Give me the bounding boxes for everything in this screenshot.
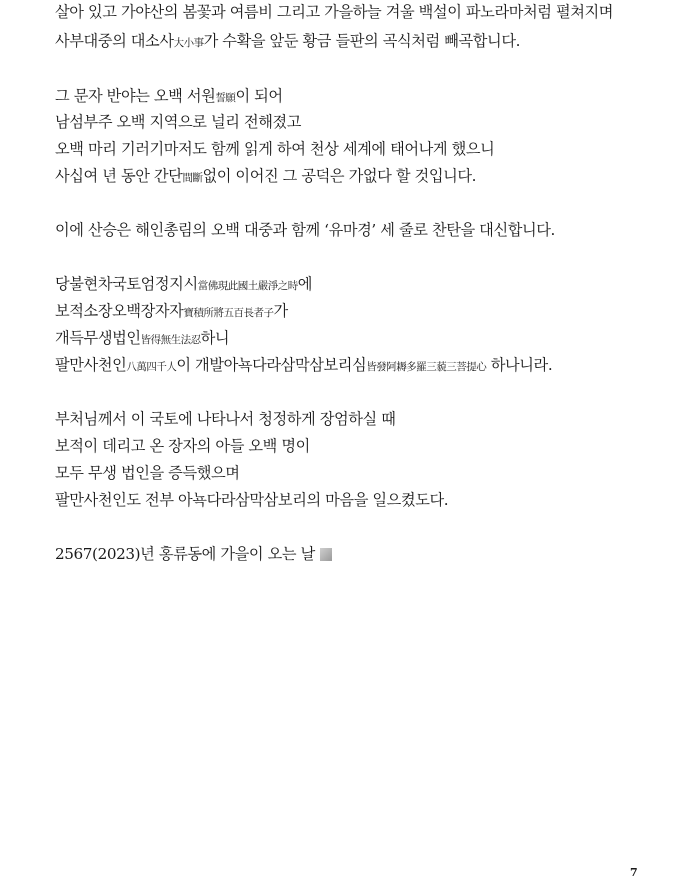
- text-segment: 당불현차국토엄정지시: [55, 275, 198, 293]
- paragraph1-line1: 살아 있고 가야산의 봄꽃과 여름비 그리고 가을하늘 겨울 백설이 파노라마처럼 펼쳐지며: [55, 3, 614, 21]
- paragraph4-line3: [55, 328, 229, 350]
- text-segment: 없이 이어진 그 공덕은 가없다 할 것입니다.: [202, 167, 477, 185]
- paragraph5-line2: 보적이 데리고 온 장자의 아들 오백 명이: [55, 437, 310, 455]
- text-segment: 개득무생법인: [55, 329, 141, 347]
- hanja-annotation: 皆發阿耨多羅三藐三菩提心: [366, 361, 487, 373]
- paragraph4-line4: [55, 355, 552, 377]
- text-segment: 사십여 년 동안 간단: [55, 167, 183, 185]
- hanja-annotation: 皆得無生法忍: [140, 334, 201, 346]
- text-segment: 그 문자 반야는 오백 서원: [55, 87, 216, 105]
- text-segment: 이 되어: [235, 87, 283, 105]
- hanja-annotation: 八萬四千人: [126, 361, 177, 373]
- paragraph2-line2: 남섬부주 오백 지역으로 널리 전해졌고: [55, 113, 302, 131]
- text-segment: 가 수확을 앞둔 황금 들판의 곡식처럼 빼곡합니다.: [203, 32, 521, 50]
- hanja-annotation: 當佛現此國土嚴淨之時: [197, 280, 298, 292]
- text-segment: 에: [297, 275, 312, 293]
- signature-text: 2567(2023)년 홍류동에 가을이 오는 날: [55, 545, 315, 563]
- text-segment: 하니: [200, 329, 230, 347]
- paragraph4-line2: [55, 301, 288, 323]
- text-segment: 하나니라.: [486, 356, 553, 374]
- hanja-annotation: 誓願: [215, 92, 236, 104]
- seal-stamp-icon: [320, 548, 332, 561]
- signature-line: [55, 544, 332, 564]
- text-segment: 사부대중의 대소사: [55, 32, 174, 50]
- text-segment: 가: [273, 302, 288, 320]
- paragraph2-line1: [55, 86, 283, 108]
- text-segment: 이 개발아뇩다라삼막삼보리심: [176, 356, 367, 374]
- paragraph2-line3: 오백 마리 기러기마저도 함께 읽게 하여 천상 세계에 태어나게 했으니: [55, 140, 495, 158]
- paragraph5-line1: 부처님께서 이 국토에 나타나서 청정하게 장엄하실 때: [55, 410, 396, 428]
- paragraph4-line1: [55, 274, 312, 296]
- hanja-annotation: 寶積所將五百長者子: [183, 307, 274, 319]
- page-number: 7: [630, 866, 638, 879]
- paragraph5-line4: 팔만사천인도 전부 아뇩다라삼막삼보리의 마음을 일으켰도다.: [55, 491, 449, 509]
- hanja-annotation: 間斷: [182, 172, 203, 184]
- text-segment: 보적소장오백장자자: [55, 302, 184, 320]
- hanja-annotation: 大小事: [173, 37, 204, 49]
- paragraph5-line3: 모두 무생 법인을 증득했으며: [55, 464, 240, 482]
- paragraph3-line1: 이에 산승은 해인총림의 오백 대중과 함께 ‘유마경’ 세 줄로 찬탄을 대신합니다.: [55, 221, 555, 239]
- text-segment: 팔만사천인: [55, 356, 127, 374]
- paragraph2-line4: [55, 166, 476, 188]
- paragraph1-line2: [55, 31, 520, 53]
